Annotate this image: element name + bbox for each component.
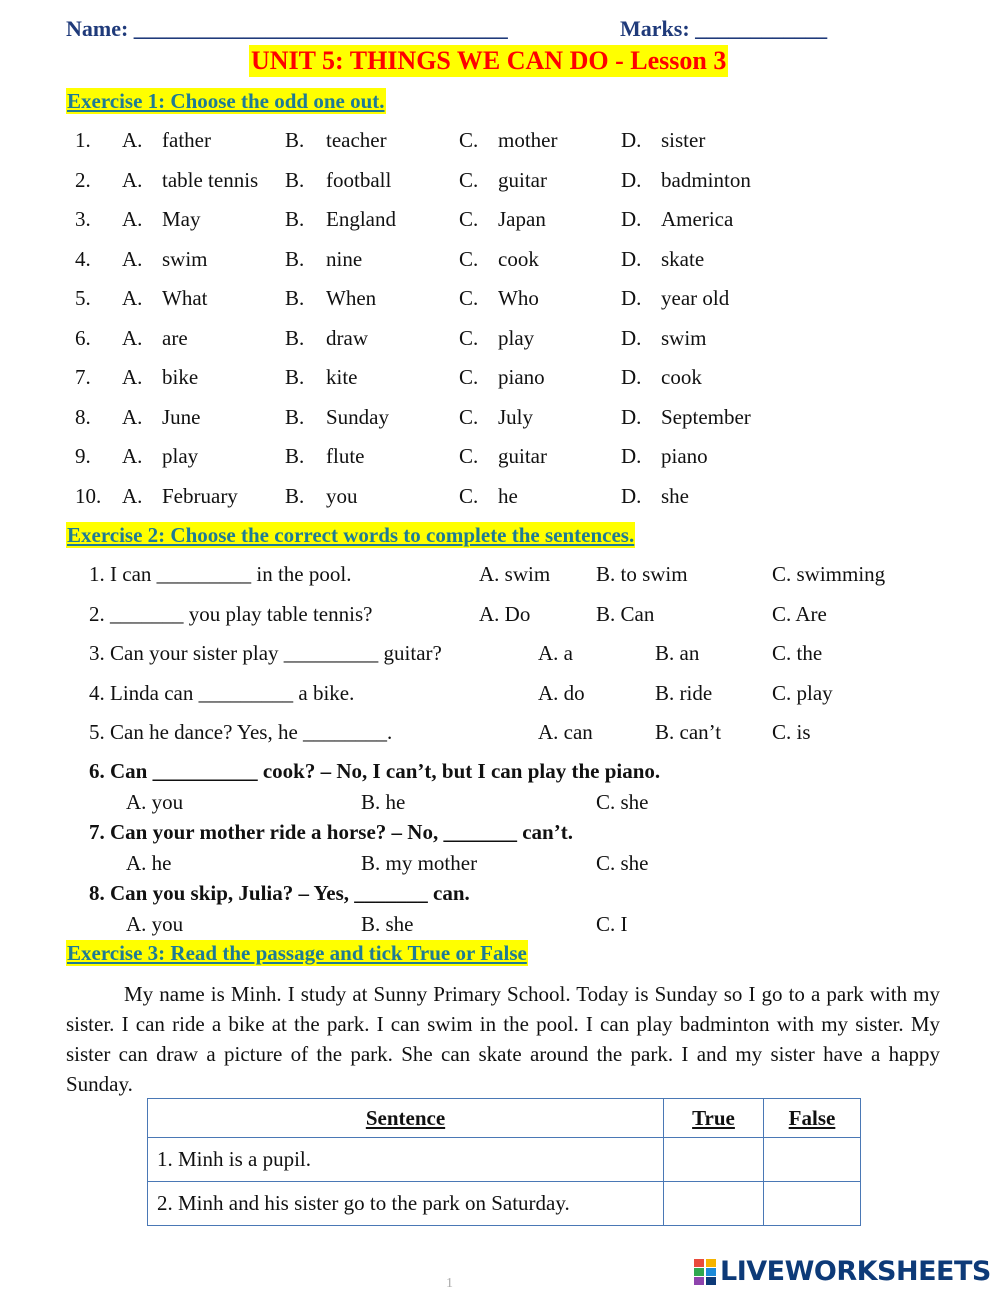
option-a: bike: [162, 365, 199, 389]
option-letter-a: A.: [122, 167, 143, 192]
true-tick-cell[interactable]: [664, 1138, 764, 1182]
exercise3-heading: Exercise 3: Read the passage and tick True or False: [67, 941, 527, 965]
question-number: 3.: [75, 207, 91, 231]
question-text: 2. _______ you play table tennis?: [89, 601, 373, 626]
option-letter-a: A.: [122, 325, 143, 350]
option-d: September: [661, 404, 751, 429]
option-letter-d: D.: [621, 404, 642, 429]
option-letter-b: B.: [285, 246, 305, 271]
option-c: C. is: [772, 720, 811, 744]
option-c: guitar: [498, 167, 547, 192]
option-a: May: [162, 207, 201, 231]
question-number: 5.: [75, 286, 91, 310]
option-letter-c: C.: [459, 246, 479, 271]
sentence-cell: 2. Minh and his sister go to the park on Saturday.: [148, 1182, 664, 1226]
option-letter-d: D.: [621, 286, 642, 310]
option-a: are: [162, 325, 188, 350]
option-c: July: [498, 404, 534, 429]
true-tick-cell[interactable]: [664, 1182, 764, 1226]
false-tick-cell[interactable]: [764, 1182, 861, 1226]
option-b: B. to swim: [596, 562, 688, 586]
question-number: 4.: [75, 246, 91, 271]
option-a: father: [162, 128, 211, 152]
column-header-true: True: [664, 1099, 764, 1138]
option-b: When: [326, 286, 377, 310]
option-letter-a: A.: [122, 365, 143, 389]
option-a: A. he: [126, 851, 172, 875]
question-text: 5. Can he dance? Yes, he ________.: [89, 720, 393, 744]
option-b: football: [326, 167, 392, 192]
option-letter-a: A.: [122, 207, 143, 231]
option-letter-b: B.: [285, 207, 305, 231]
option-c: cook: [498, 246, 539, 271]
option-a: February: [162, 483, 238, 508]
option-letter-a: A.: [122, 286, 143, 310]
option-letter-c: C.: [459, 444, 479, 468]
option-a: table tennis: [162, 167, 259, 192]
option-b: B. he: [361, 790, 406, 814]
page-number: 1: [446, 1276, 453, 1291]
option-c: C. she: [596, 790, 649, 814]
option-a: June: [162, 404, 201, 429]
option-b: B. ride: [655, 680, 713, 705]
option-letter-a: A.: [122, 128, 143, 152]
option-c: C. the: [772, 641, 823, 665]
option-letter-b: B.: [285, 167, 305, 192]
option-c: C. Are: [772, 601, 827, 626]
option-letter-a: A.: [122, 246, 143, 271]
option-letter-c: C.: [459, 365, 479, 389]
reading-passage: My name is Minh. I study at Sunny Primary School. Today is Sunday so I go to a park with my sister. I can ride a bike at the park. I can swim in the pool. I can play badminton with my sister. My sister can draw a picture of the park. She can skate around the park. I and my sister have a happy Sunday.: [66, 982, 940, 1096]
question-number: 2.: [75, 167, 91, 192]
option-d: swim: [661, 325, 707, 350]
option-letter-b: B.: [285, 128, 305, 152]
question-number: 1.: [75, 128, 91, 152]
option-a: A. swim: [479, 562, 551, 586]
option-a: A. you: [126, 790, 184, 814]
name-field-label: Name: __________________________________: [66, 16, 508, 41]
option-d: year old: [661, 286, 730, 310]
option-c: he: [498, 483, 518, 508]
option-b: you: [326, 483, 358, 508]
option-b: draw: [326, 325, 368, 350]
question-number: 10.: [75, 483, 102, 508]
false-tick-cell[interactable]: [764, 1138, 861, 1182]
option-d: sister: [661, 128, 706, 152]
option-c: C. she: [596, 851, 649, 875]
marks-field-label: Marks: ____________: [620, 16, 828, 41]
option-letter-a: A.: [122, 404, 143, 429]
option-c: Japan: [498, 207, 546, 231]
exercise1-heading: Exercise 1: Choose the odd one out.: [67, 89, 385, 113]
option-c: Who: [498, 286, 539, 310]
option-a: play: [162, 444, 199, 468]
option-letter-d: D.: [621, 365, 642, 389]
option-a: What: [162, 286, 208, 310]
option-letter-c: C.: [459, 207, 479, 231]
option-b: B. can’t: [655, 720, 722, 744]
option-letter-c: C.: [459, 483, 479, 508]
table-row: [148, 1138, 861, 1182]
option-b: Sunday: [326, 404, 389, 429]
option-c: C. play: [772, 680, 833, 705]
option-a: swim: [162, 246, 208, 271]
option-d: badminton: [661, 167, 751, 192]
option-d: America: [661, 207, 734, 231]
option-a: A. a: [538, 641, 573, 665]
page-title: UNIT 5: THINGS WE CAN DO - Lesson 3: [251, 46, 727, 75]
column-header-sentence: Sentence: [148, 1099, 664, 1138]
option-letter-d: D.: [621, 207, 642, 231]
option-letter-d: D.: [621, 128, 642, 152]
option-d: cook: [661, 365, 702, 389]
option-c: C. swimming: [772, 562, 886, 586]
option-a: A. you: [126, 912, 184, 936]
logo-text: LIVEWORKSHEETS: [720, 1256, 991, 1287]
option-letter-a: A.: [122, 444, 143, 468]
sentence-cell: 1. Minh is a pupil.: [148, 1138, 664, 1182]
option-letter-b: B.: [285, 483, 305, 508]
option-letter-b: B.: [285, 444, 305, 468]
question-text: 6. Can __________ cook? – No, I can’t, but I can play the piano.: [89, 759, 661, 783]
option-a: A. can: [538, 720, 593, 744]
option-letter-c: C.: [459, 167, 479, 192]
option-letter-b: B.: [285, 286, 305, 310]
option-c: mother: [498, 128, 558, 152]
question-number: 7.: [75, 365, 91, 389]
question-text: 3. Can your sister play _________ guitar?: [89, 641, 442, 665]
table-header-row: [148, 1099, 861, 1138]
option-letter-b: B.: [285, 404, 305, 429]
option-c: play: [498, 325, 535, 350]
option-c: piano: [498, 365, 545, 389]
option-b: kite: [326, 365, 358, 389]
option-b: teacher: [326, 128, 387, 152]
option-d: she: [661, 483, 689, 508]
option-b: B. an: [655, 641, 700, 665]
option-letter-c: C.: [459, 286, 479, 310]
option-a: A. do: [538, 680, 585, 705]
option-b: B. my mother: [361, 851, 478, 875]
option-letter-c: C.: [459, 404, 479, 429]
option-c: C. I: [596, 912, 628, 936]
option-letter-a: A.: [122, 483, 143, 508]
table-row: [148, 1182, 861, 1226]
option-letter-b: B.: [285, 325, 305, 350]
column-header-false: False: [764, 1099, 861, 1138]
question-text: 8. Can you skip, Julia? – Yes, _______ can.: [89, 881, 470, 905]
question-text: 1. I can _________ in the pool.: [89, 562, 352, 586]
option-letter-d: D.: [621, 246, 642, 271]
true-false-table: [147, 1098, 861, 1226]
option-d: piano: [661, 444, 708, 468]
option-b: nine: [326, 246, 363, 271]
option-c: guitar: [498, 444, 547, 468]
option-letter-d: D.: [621, 483, 642, 508]
option-letter-d: D.: [621, 444, 642, 468]
option-d: skate: [661, 246, 705, 271]
option-letter-b: B.: [285, 365, 305, 389]
option-letter-d: D.: [621, 325, 642, 350]
option-b: England: [326, 207, 396, 231]
option-letter-c: C.: [459, 128, 479, 152]
question-text: 4. Linda can _________ a bike.: [89, 680, 355, 705]
logo-blocks-icon: [694, 1259, 716, 1285]
question-number: 8.: [75, 404, 91, 429]
liveworksheets-logo: [694, 1256, 991, 1287]
option-b: B. she: [361, 912, 414, 936]
option-letter-c: C.: [459, 325, 479, 350]
question-number: 9.: [75, 444, 91, 468]
question-number: 6.: [75, 325, 91, 350]
option-b: B. Can: [596, 601, 655, 626]
option-b: flute: [326, 444, 365, 468]
option-a: A. Do: [479, 601, 531, 626]
option-letter-d: D.: [621, 167, 642, 192]
question-text: 7. Can your mother ride a horse? – No, _______ can’t.: [89, 820, 573, 844]
exercise2-heading: Exercise 2: Choose the correct words to complete the sentences.: [67, 523, 635, 547]
